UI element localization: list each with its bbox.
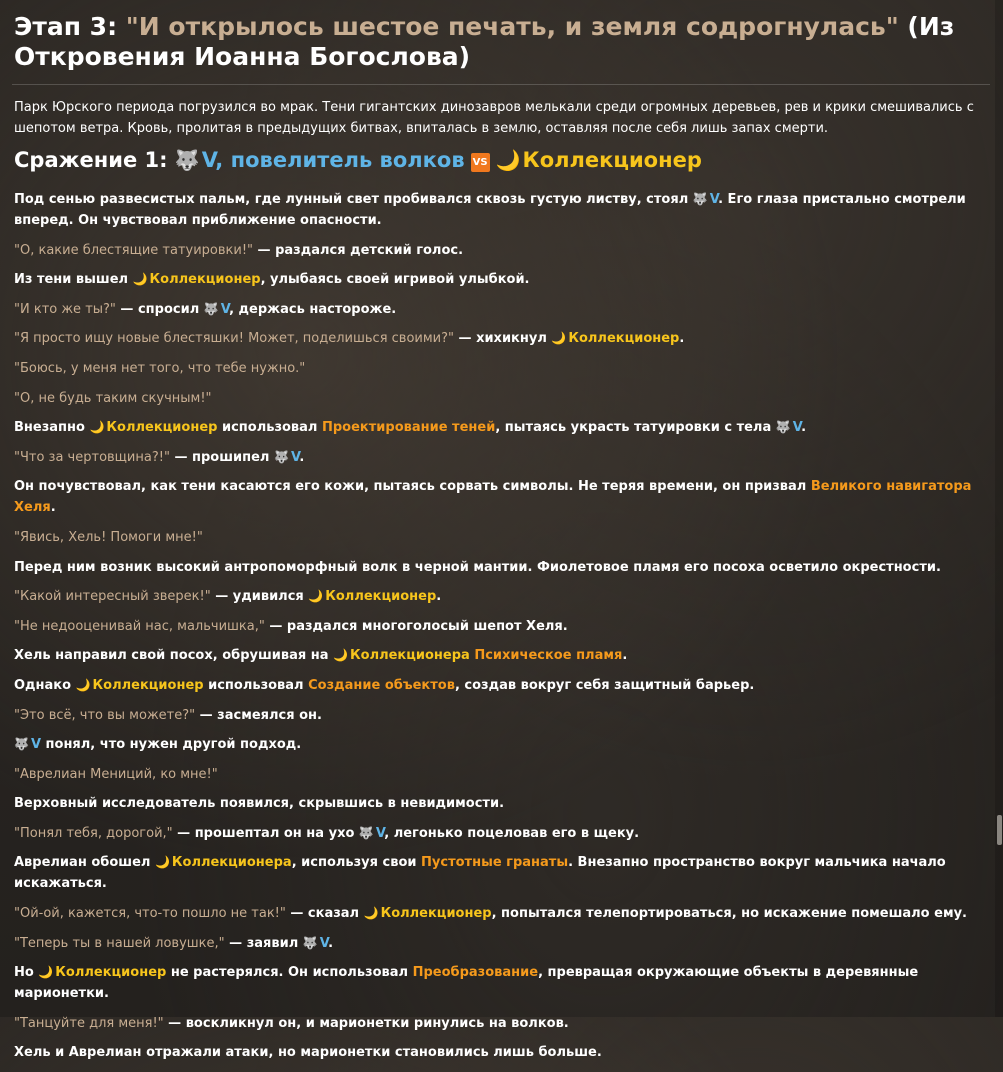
ability-name: Психическое пламя — [474, 648, 623, 664]
v-name: V — [792, 420, 802, 436]
story-line — [14, 189, 989, 231]
text: — прошипел — [169, 449, 274, 465]
collector-name: Коллекционер — [149, 272, 261, 288]
quote: "О, какие блестящие татуировки!" — [14, 242, 254, 258]
quote: "Теперь ты в нашей ловушке," — [14, 935, 225, 951]
story-line — [14, 705, 989, 726]
page-title — [14, 12, 989, 72]
story-line — [14, 299, 989, 320]
battle-label: Сражение 1: — [14, 148, 175, 172]
v-name: V — [290, 449, 300, 465]
story-line — [14, 328, 989, 349]
text: Верховный исследователь появился, скрывшись в невидимости. — [14, 796, 505, 812]
v-name: V — [30, 737, 42, 753]
text: — сказал — [285, 906, 364, 922]
story-line — [14, 447, 989, 468]
collector-name: Коллекционер — [522, 148, 702, 172]
story-line — [14, 764, 989, 785]
text: Хель направил свой посох, обрушивая на — [14, 648, 334, 664]
story-line — [14, 734, 989, 755]
text: , легонько поцеловав его в щеку. — [384, 825, 640, 841]
story-line — [14, 675, 989, 696]
text: Под сенью развесистых пальм, где лунный свет пробивался сквозь густую листву, стоял — [14, 192, 693, 207]
text: , используя свои — [291, 855, 422, 871]
story-line — [14, 793, 989, 814]
story-line — [14, 586, 989, 607]
text: — раздался детский голос. — [253, 242, 464, 258]
v-name: V — [220, 301, 230, 317]
vs-badge: VS — [471, 153, 490, 172]
story-line — [14, 388, 989, 409]
ability-name: Пустотные гранаты — [421, 855, 569, 871]
collector-name: Коллекционер — [92, 677, 204, 693]
text: . — [328, 935, 334, 951]
quote: "Это всё, что вы можете?" — [14, 707, 196, 723]
moon-icon: 🌙 — [75, 677, 91, 692]
moon-icon: 🌙 — [333, 648, 349, 663]
collector-name: Коллекционер — [325, 589, 437, 605]
text: — засмеялся он. — [195, 707, 322, 723]
scrollbar-thumb[interactable] — [997, 815, 1002, 845]
story-line — [14, 476, 989, 518]
text: . — [50, 500, 56, 516]
story-line — [14, 933, 989, 954]
quote: "И кто же ты?" — [14, 301, 116, 317]
wolf-icon: 🐺 — [203, 301, 219, 316]
story-line — [14, 240, 989, 261]
text: . Внезапно пространство вокруг мальчика начало искажаться. — [14, 855, 946, 892]
moon-icon: 🌙 — [495, 148, 521, 172]
story-line — [14, 852, 989, 894]
text: — хихикнул — [454, 331, 552, 347]
text: . — [299, 449, 305, 465]
collector-name: Коллекционер — [106, 420, 218, 436]
moon-icon: 🌙 — [551, 331, 567, 346]
ability-name: Создание объектов — [308, 677, 455, 693]
text: — воскликнул он, и марионетки ринулись на волков. — [163, 1015, 569, 1031]
ability-name: Великого навигатора Хеля — [14, 479, 972, 516]
moon-icon: 🌙 — [363, 906, 379, 921]
text: — удивился — [210, 589, 309, 605]
text: Перед ним возник высокий антропоморфный волк в черной мантии. Фиолетовое пламя его посоха осветило окрестности. — [14, 559, 941, 575]
moon-icon: 🌙 — [38, 965, 54, 980]
story-line — [14, 1042, 989, 1063]
title-divider — [12, 84, 990, 85]
text: использовал — [203, 677, 309, 693]
text: Однако — [14, 677, 76, 693]
title-prefix: Этап 3: — [14, 12, 126, 41]
text: — спросил — [115, 301, 204, 317]
moon-icon: 🌙 — [154, 855, 170, 870]
text: Хель и Аврелиан отражали атаки, но марионетки становились лишь больше. — [14, 1045, 602, 1061]
story-line — [14, 903, 989, 924]
collector-name: Коллекционера — [350, 648, 470, 664]
text: Внезапно — [14, 420, 90, 436]
text: . — [679, 331, 685, 347]
text: использовал — [217, 420, 322, 436]
text: . Его глаза пристально смотрели вперед. Он чувствовал приближение опасности. — [14, 192, 966, 228]
text: , улыбаясь своей игривой улыбкой. — [260, 272, 530, 288]
text: , превращая окружающие объекты в деревянные марионетки. — [14, 965, 919, 1002]
moon-icon: 🌙 — [89, 420, 105, 435]
title-suffix: (Из Откровения Иоанна Богослова) — [14, 12, 955, 71]
v-name: V — [375, 825, 385, 841]
text: , попытался телепортироваться, но искажение помешало ему. — [491, 906, 967, 922]
wolf-name: V, повелитель волков — [201, 148, 465, 172]
quote: "Понял тебя, дорогой," — [14, 825, 173, 841]
quote: "Что за чертовщина?!" — [14, 449, 170, 465]
ability-name: Проектирование теней — [321, 420, 496, 436]
wolf-icon: 🐺 — [174, 148, 200, 172]
moon-icon: 🌙 — [132, 272, 148, 287]
collector-name: Коллекционер — [568, 331, 680, 347]
quote: "Ой-ой, кажется, что-то пошло не так!" — [14, 906, 286, 922]
quote: "Не недооценивай нас, мальчишка," — [14, 618, 265, 634]
text: Он почувствовал, как тени касаются его кожи, пытаясь сорвать символы. Не теряя времени, он призвал — [14, 479, 811, 495]
quote: "Танцуйте для меня!" — [14, 1015, 164, 1031]
text: . — [622, 648, 628, 664]
text: — прошептал он на ухо — [172, 825, 359, 841]
text: Аврелиан обошел — [14, 855, 155, 871]
ability-name: Преобразование — [412, 965, 539, 981]
text: . — [436, 589, 442, 605]
quote: "Боюсь, у меня нет того, что тебе нужно." — [14, 360, 306, 376]
story-line — [14, 557, 989, 578]
story-line — [14, 823, 989, 844]
story-line — [14, 962, 989, 1004]
story-line — [14, 269, 989, 290]
wolf-icon: 🐺 — [302, 935, 318, 950]
moon-icon: 🌙 — [308, 589, 324, 604]
text: Но — [14, 965, 39, 981]
v-name: V — [709, 192, 719, 207]
intro-paragraph: Парк Юрского периода погрузился во мрак. Тени гигантских динозавров мелькали среди огромных деревьев, рев и крики смешивались с шепотом ветра. Кровь, пролитая в предыдущих битвах, впиталась в землю, оставляя после себя лишь запах смерти. — [14, 100, 974, 136]
text: , держась настороже. — [229, 301, 397, 317]
text: не растерялся. Он использовал — [166, 965, 413, 981]
story-lines — [14, 189, 989, 1072]
text: . — [801, 420, 807, 436]
story-line — [14, 645, 989, 666]
story-line — [14, 358, 989, 379]
quote: "Какой интересный зверек!" — [14, 589, 211, 605]
quote: "Аврелиан Мениций, ко мне!" — [14, 766, 218, 782]
title-quote: "И открылось шестое печать, и земля содрогнулась" — [125, 12, 899, 41]
text: , пытаясь украсть татуировки с тела — [495, 420, 776, 436]
collector-name: Коллекционер — [55, 965, 167, 981]
quote: "Явись, Хель! Помоги мне!" — [14, 529, 203, 545]
text: , создав вокруг себя защитный барьер. — [454, 677, 755, 693]
collector-name: Коллекционера — [171, 855, 292, 871]
wolf-icon: 🐺 — [14, 737, 29, 752]
text: Из тени вышел — [14, 272, 133, 288]
wolf-icon: 🐺 — [358, 825, 374, 840]
v-name: V — [319, 935, 329, 951]
quote: "О, не будь таким скучным!" — [14, 390, 212, 406]
wolf-icon: 🐺 — [273, 449, 289, 464]
story-line — [14, 417, 989, 438]
wolf-icon: 🐺 — [692, 192, 708, 206]
wolf-icon: 🐺 — [775, 420, 791, 435]
battle-heading — [14, 145, 984, 175]
story-line — [14, 616, 989, 637]
text: понял, что нужен другой подход. — [41, 737, 302, 753]
story-line — [14, 527, 989, 548]
quote: "Я просто ищу новые блестяшки! Может, поделишься своими?" — [14, 331, 455, 347]
scrollbar-track[interactable] — [995, 0, 1003, 1017]
text: — раздался многоголосый шепот Хеля. — [264, 618, 568, 634]
text: — заявил — [224, 935, 303, 951]
collector-name: Коллекционер — [380, 906, 492, 922]
story-line — [14, 1013, 989, 1034]
